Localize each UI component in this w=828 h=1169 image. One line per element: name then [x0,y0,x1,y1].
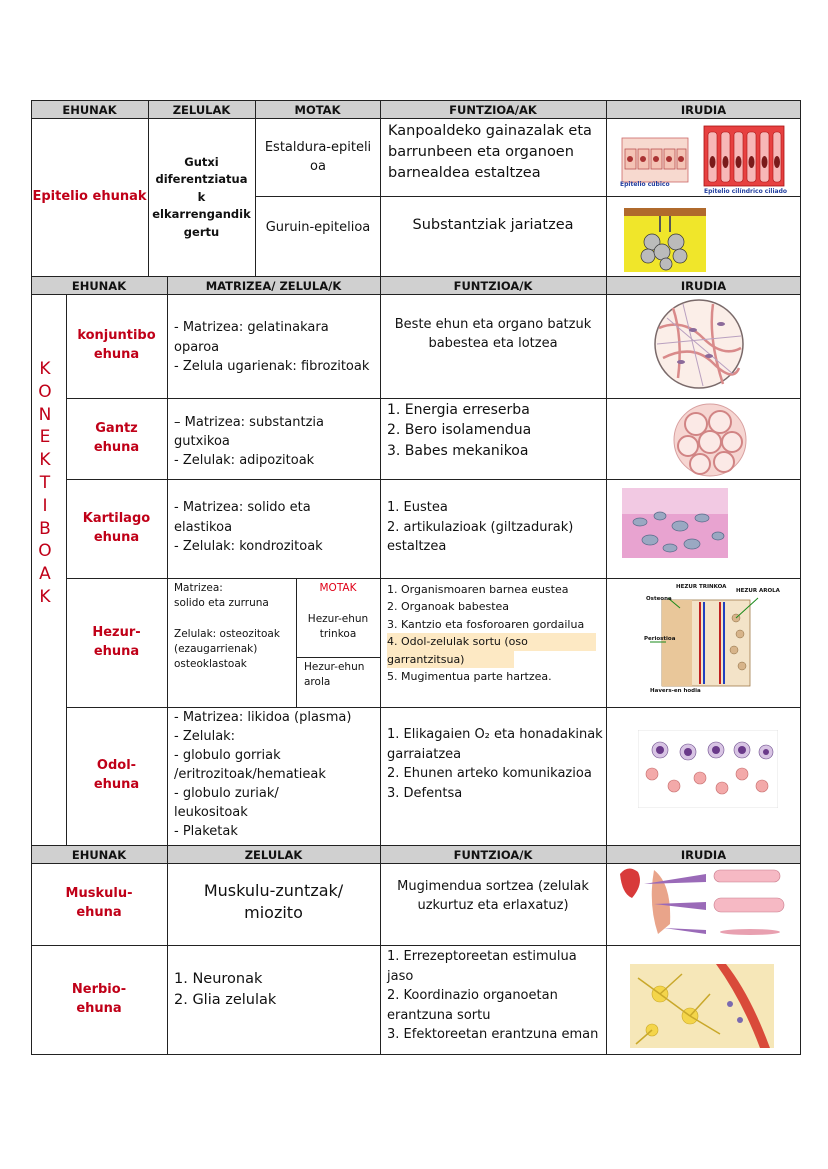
header-motak: MOTAK [294,102,341,117]
hezur-mota-arola: Hezur-ehun arola [304,661,365,689]
header-ehunak-2: EHUNAK [71,278,127,293]
header-funtzioa-3: FUNTZIOA/K [453,847,533,862]
tissue-name-muskulu: Muskulu- ehuna [65,886,133,920]
label-havers: Havers-en hodia [650,688,701,694]
tissue-name-kartilago: Kartilago ehuna [82,510,151,545]
hezur-funtzioa: 1. Organismoaren barnea eustea 2. Organoak babestea 3. Kantzio eta fosforoaren gordailua 4. Odol-zelulak sortu (oso garrantzitsua) 5. Mugimentua parte hartzea. [387,581,604,685]
epitelio-zelulak: Gutxi diferentziatua k elkarrengandik gertu [152,155,251,239]
label-osteona: Osteona [646,596,672,602]
odol-image [638,730,778,808]
mota-estaldura: Estaldura-epiteli oa [264,140,372,174]
konjuntibo-funtzioa: Beste ehun eta organo batzuk babestea eta lotzea [394,317,592,351]
tissue-name-gantz: Gantz ehuna [93,420,140,455]
header-zelulak-3: ZELULAK [244,847,303,862]
nerbio-zelulak: 1. Neuronak 2. Glia zelulak [174,971,277,1009]
header-ehunak-3: EHUNAK [71,847,127,862]
tissue-name-hezur: Hezur- ehuna [92,624,141,659]
label-hezur-arola: HEZUR AROLA [736,588,780,594]
header-ehunak: EHUNAK [62,102,117,117]
guruin-epitelio-image [624,208,706,272]
epitelio-cilindrico-image [702,122,786,190]
konektiboak-vertical-label: K O N E K T I B O A K [38,359,52,607]
muskulu-zelulak: Muskulu-zuntzak/ miozito [203,881,344,923]
tissue-name-nerbio: Nerbio- ehuna [71,982,127,1016]
hezur-mota-trinkoa: Hezur-ehun trinkoa [307,613,369,641]
kartilago-funtzioa: 1. Eustea 2. artikulazioak (giltzadurak) estaltzea [387,500,574,554]
label-epitelio-cubico: Epitelio cúbico [620,181,670,188]
header-funtzioa: FUNTZIOA/AK [449,102,537,117]
odol-matrizea: - Matrizea: likidoa (plasma) - Zelulak: - globulo gorriak /eritrozitoak/hematieak - globulo zuriak/ leukositoak - Plaketak [174,710,352,839]
label-periostioa: Periostioa [644,636,676,642]
tissue-name-epitelio: Epitelio ehunak [32,188,147,204]
hezur-matrizea: Matrizea: solido eta zurruna [174,582,269,610]
konjuntibo-matrizea: - Matrizea: gelatinakara oparoa - Zelula ugarienak: fibrozitoak [174,320,370,374]
tissue-name-konjuntibo: konjuntibo ehuna [77,328,156,362]
funtzioa-guruin: Substantziak jariatzea [412,217,574,233]
gantz-image [672,402,748,478]
kartilago-matrizea: - Matrizea: solido eta elastikoa - Zelulak: kondrozitoak [174,500,323,554]
odol-funtzioa: 1. Elikagaien O₂ eta honadakinak garraiatzea 2. Ehunen arteko komunikazioa 3. Defentsa [387,727,603,801]
label-hezur-trinkoa: HEZUR TRINKOA [676,584,727,590]
header-irudia: IRUDIA [680,102,727,117]
muskulu-image [614,864,790,942]
konjuntibo-image [653,298,745,390]
nerbio-image [630,964,774,1048]
tissue-name-odol: Odol- ehuna [93,758,140,792]
header-matrizea: MATRIZEA/ ZELULA/K [205,278,342,293]
label-epitelio-cilindrico: Epitelio cilíndrico ciliado [704,188,787,195]
gantz-matrizea: – Matrizea: substantzia gutxikoa - Zelulak: adipozitoak [174,415,325,468]
header-irudia-3: IRUDIA [680,847,727,862]
mota-guruin: Guruin-epitelioa [265,220,371,235]
hezur-motak-title: MOTAK [319,582,357,594]
header-zelulak: ZELULAK [172,102,231,117]
hezur-zelulak: Zelulak: osteozitoak (ezaugarrienak) osteoklastoak [174,628,280,671]
funtzioa-estaldura: Kanpoaldeko gainazalak eta barrunbeen eta organoen barnealdea estaltzea [388,123,592,182]
header-irudia-2: IRUDIA [680,278,727,293]
muskulu-funtzioa: Mugimendua sortzea (zelulak uzkurtuz eta erlaxatuz) [397,879,589,913]
kartilago-image [622,488,728,558]
nerbio-funtzioa: 1. Errezeptoreetan estimulua jaso 2. Koordinazio organoetan erantzuna sortu 3. Efektoreetan erantzuna eman [387,949,599,1042]
gantz-funtzioa: 1. Energia erreserba 2. Bero isolamendua 3. Babes mekanikoa [387,402,532,459]
header-funtzioa-2: FUNTZIOA/K [453,278,533,293]
